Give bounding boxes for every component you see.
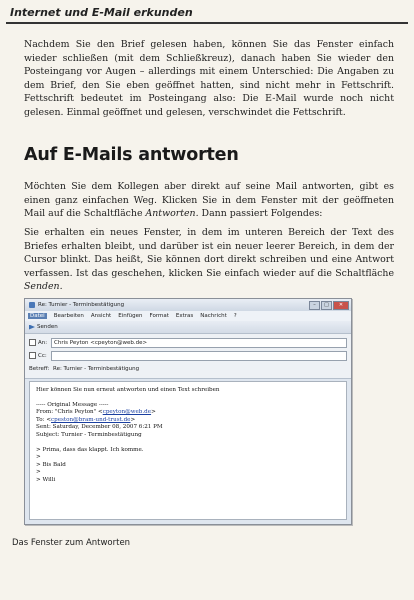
reply-window-screenshot — [24, 298, 352, 525]
address-area — [25, 334, 351, 379]
menubar — [25, 311, 351, 321]
quoted-line: > — [36, 469, 41, 476]
paragraph-3-text: Sie erhalten ein neues Fenster, in dem im unteren Bereich der Text des Briefes erhalten bleibt, und darüber ist ein neuer leerer Bereich, in dem der Cursor blinkt. Das heißt, Sie können dort direkt schreiben und eine Antwort verfassen. Ist das geschehen, klicken Sie einfach wieder auf die Schaltfläche — [24, 227, 394, 279]
minimize-icon[interactable]: – — [309, 301, 320, 310]
to-suffix: > — [130, 416, 136, 423]
sent-line: Sent: Saturday, December 08, 2007 6:21 PM — [36, 424, 163, 431]
send-button[interactable] — [29, 324, 58, 330]
address-book-icon — [29, 352, 36, 359]
to-line — [36, 417, 340, 425]
send-icon — [29, 325, 35, 330]
message-body[interactable] — [29, 381, 347, 520]
paragraph-2 — [24, 180, 394, 221]
quoted-line: > — [36, 454, 41, 461]
from-email-link[interactable]: cpeyton@web.de — [102, 409, 152, 416]
menu-bearbeiten[interactable]: Bearbeiten — [53, 313, 84, 319]
send-label: Senden — [37, 324, 58, 330]
paragraph-2-text: Möchten Sie dem Kollegen aber direkt auf seine Mail antworten, gibt es einen ganz einfachen Weg. Klicken Sie in dem Fenster mit der geöffneten Mail auf die Schaltfläche — [24, 181, 394, 220]
window-title: Re: Turnier - Terminbestätigung — [38, 302, 125, 308]
close-icon[interactable]: ✕ — [333, 301, 349, 310]
senden-emphasis: Senden — [24, 281, 60, 293]
to-label-wrap[interactable] — [29, 339, 51, 346]
paragraph-3 — [24, 226, 394, 294]
to-field[interactable]: Chris Peyton <cpeyton@web.de> — [51, 338, 347, 348]
cc-label: Cc: — [38, 352, 47, 359]
to-prefix: To: < — [36, 416, 52, 423]
section-heading: Auf E-Mails antworten — [24, 145, 239, 165]
window-controls — [309, 301, 349, 310]
cc-row — [29, 350, 347, 361]
paragraph-1: Nachdem Sie den Brief gelesen haben, können Sie das Fenster einfach wieder schließen (mit dem Schließkreuz), danach haben Sie wieder den Posteingang vor Augen – allerdings mit einem Unterschied: Die Angaben zu dem Brief, den Sie eben geöffnet hatten, sind nicht mehr in Fettschrift. Fettschrift bedeutet im Posteingang also: Die E-Mail wurde noch nicht gelesen. Einmal geöffnet und gelesen, verschwindet die Fettschrift. — [24, 39, 394, 118]
menu-nachricht[interactable]: Nachricht — [200, 313, 227, 319]
quoted-line: > Prima, dass das klappt. Ich komme. — [36, 446, 144, 453]
menu-ansicht[interactable]: Ansicht — [90, 313, 112, 319]
to-row — [29, 337, 347, 348]
quoted-line: > Willi — [36, 476, 56, 483]
to-email-link[interactable]: cpeston@bram-und-trust.de — [51, 416, 131, 423]
menu-format[interactable]: Format — [149, 313, 169, 319]
from-prefix: From: "Chris Peyton" < — [36, 409, 103, 416]
subject-line: Subject: Turnier - Terminbestätigung — [36, 431, 142, 438]
original-header: ----- Original Message ----- — [36, 401, 109, 408]
running-header: Internet und E-Mail erkunden — [10, 6, 193, 19]
subject-label: Betreff: — [29, 365, 50, 372]
subject-field[interactable]: Re: Turnier - Terminbestätigung — [53, 365, 140, 372]
antworten-emphasis: Antworten — [145, 208, 196, 220]
menu-extras[interactable]: Extras — [175, 313, 194, 319]
figure-caption: Das Fenster zum Antworten — [12, 538, 131, 548]
menu-help[interactable]: ? — [233, 313, 237, 319]
cc-label-wrap[interactable] — [29, 352, 51, 359]
mail-app-icon — [29, 302, 35, 308]
maximize-icon[interactable]: □ — [321, 301, 332, 310]
menu-einfuegen[interactable]: Einfügen — [118, 313, 143, 319]
reply-text: Hier können Sie nun erneut antworten und einen Text schreiben — [36, 387, 220, 393]
cc-field[interactable] — [51, 351, 347, 361]
from-suffix: > — [151, 409, 156, 416]
menu-datei[interactable]: Datei — [30, 313, 45, 319]
header-rule — [6, 22, 408, 24]
quoted-line: > Bis Bald — [36, 461, 66, 468]
address-book-icon — [29, 339, 36, 346]
window-titlebar — [25, 299, 351, 311]
subject-row — [29, 363, 347, 374]
toolbar — [25, 321, 351, 334]
from-line — [36, 409, 340, 417]
paragraph-2-end: . Dann passiert Folgendes: — [195, 208, 323, 220]
to-label: An: — [38, 339, 48, 346]
paragraph-3-end: . — [59, 281, 63, 293]
